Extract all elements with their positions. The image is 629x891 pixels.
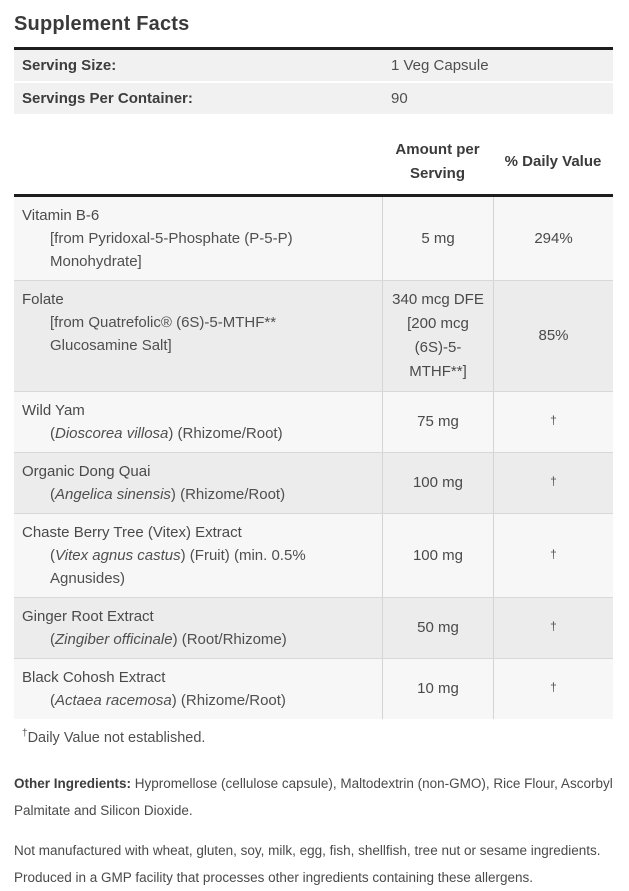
- amount-header-cell: [382, 138, 493, 194]
- amount-line: 50 mg: [417, 619, 459, 636]
- amount-cell: [382, 514, 493, 597]
- ingredient-name: Folate: [22, 291, 64, 308]
- daily-value: 294%: [534, 229, 573, 247]
- other-ingredients-paragraph: [14, 770, 613, 824]
- amount-header-label: Amount per Serving: [395, 141, 480, 182]
- detail-text: [from Quatrefolic® (6S)-5-MTHF** Glucosamine Salt]: [50, 314, 277, 354]
- amount-cell: [382, 659, 493, 719]
- table-row: [14, 597, 613, 658]
- serving-info-section: [14, 50, 613, 114]
- detail-text: (: [50, 692, 55, 709]
- dagger-symbol: †: [22, 728, 28, 740]
- daily-value-cell: [493, 281, 613, 391]
- daily-value: †: [550, 619, 557, 633]
- detail-text: ) (Rhizome/Root): [168, 425, 283, 442]
- table-body: [14, 197, 613, 719]
- daily-value: †: [550, 546, 557, 561]
- latin-name: Actaea racemosa: [55, 692, 172, 709]
- amount-line: MTHF**]: [409, 363, 467, 380]
- ingredient-cell: [14, 598, 382, 658]
- other-ingredients-text: Hypromellose (cellulose capsule), Maltodextrin (non-GMO), Rice Flour, Ascorbyl Palmitate and Silicon Dioxide.: [14, 776, 613, 818]
- amount-line: (6S)-5-: [414, 339, 462, 356]
- amount-line: 75 mg: [417, 413, 459, 430]
- ingredient-header-cell: [14, 138, 382, 194]
- table-row: [14, 391, 613, 452]
- ingredient-name: Chaste Berry Tree (Vitex) Extract: [22, 524, 242, 541]
- serving-row: [14, 50, 613, 81]
- serving-value: 90: [391, 90, 408, 107]
- daily-value-footnote: [22, 730, 613, 746]
- latin-name: Vitex agnus castus: [55, 547, 181, 564]
- amount-cell: [382, 281, 493, 391]
- ingredient-detail: [50, 227, 350, 273]
- amount-line: 100 mg: [412, 546, 464, 564]
- ingredient-detail: [50, 483, 350, 506]
- detail-text: (: [50, 631, 55, 648]
- detail-text: ) (Rhizome/Root): [170, 486, 286, 503]
- latin-name: Dioscorea villosa: [55, 425, 169, 442]
- amount-cell: [382, 197, 493, 280]
- daily-value: †: [550, 413, 557, 427]
- amount-line: 100 mg: [412, 474, 464, 491]
- detail-text: ) (Root/Rhizome): [172, 631, 287, 648]
- ingredient-cell: [14, 197, 382, 280]
- ingredient-cell: [14, 514, 382, 597]
- table-row: [14, 513, 613, 597]
- daily-value-cell: [493, 598, 613, 658]
- daily-value-cell: [493, 392, 613, 452]
- daily-value: 85%: [538, 327, 569, 344]
- allergen-note: Not manufactured with wheat, gluten, soy, milk, egg, fish, shellfish, tree nut or sesame ingredients. Produced in a GMP facility that processes other ingredients containing these allergens.: [14, 843, 601, 885]
- ingredient-detail: [50, 422, 350, 445]
- amount-line: [200 mcg: [407, 315, 469, 332]
- daily-value-header-cell: [493, 138, 613, 194]
- amount-cell: [382, 598, 493, 658]
- ingredient-name: Ginger Root Extract: [22, 608, 154, 625]
- ingredient-detail: [50, 689, 350, 712]
- ingredient-name: Black Cohosh Extract: [22, 669, 166, 686]
- amount-line: 340 mcg DFE: [392, 291, 484, 308]
- ingredient-cell: [14, 281, 382, 391]
- ingredient-cell: [14, 659, 382, 719]
- table-row: [14, 197, 613, 280]
- amount-line: 5 mg: [421, 229, 455, 247]
- ingredient-detail: [50, 544, 350, 590]
- other-ingredients-label: Other Ingredients:: [14, 776, 132, 791]
- table-row: [14, 452, 613, 513]
- amount-cell: [382, 453, 493, 513]
- serving-row: [14, 81, 613, 114]
- latin-name: Zingiber officinale: [55, 631, 173, 648]
- daily-value-cell: [493, 453, 613, 513]
- panel-title: Supplement Facts: [14, 13, 190, 35]
- daily-value: †: [550, 680, 557, 694]
- ingredient-detail: [50, 628, 350, 651]
- table-row: [14, 280, 613, 391]
- daily-value-cell: [493, 197, 613, 280]
- serving-value: 1 Veg Capsule: [391, 57, 489, 74]
- table-header-row: [14, 114, 613, 194]
- footnote-text: Daily Value not established.: [27, 730, 206, 746]
- supplement-facts-panel: [0, 13, 629, 891]
- ingredient-detail: [50, 311, 350, 357]
- detail-text: (: [50, 425, 55, 442]
- serving-label: Serving Size:: [22, 57, 117, 74]
- latin-name: Angelica sinensis: [55, 486, 171, 503]
- amount-cell: [382, 392, 493, 452]
- daily-value-header-label: % Daily Value: [504, 153, 602, 170]
- ingredient-name: Vitamin B-6: [22, 207, 100, 224]
- daily-value-cell: [493, 659, 613, 719]
- ingredient-name: Organic Dong Quai: [22, 463, 151, 480]
- detail-text: (: [50, 486, 55, 503]
- ingredient-name: Wild Yam: [22, 402, 85, 419]
- table-row: [14, 658, 613, 719]
- ingredient-cell: [14, 453, 382, 513]
- detail-text: [from Pyridoxal-5-Phosphate (P-5-P) Monohydrate]: [50, 230, 293, 270]
- serving-label: Servings Per Container:: [22, 90, 193, 107]
- amount-line: 10 mg: [417, 680, 459, 697]
- ingredient-cell: [14, 392, 382, 452]
- daily-value-cell: [493, 514, 613, 597]
- detail-text: (: [50, 547, 55, 564]
- detail-text: ) (Fruit) (min. 0.5% Agnusides): [50, 547, 306, 587]
- detail-text: ) (Rhizome/Root): [171, 692, 286, 709]
- daily-value: †: [550, 474, 557, 488]
